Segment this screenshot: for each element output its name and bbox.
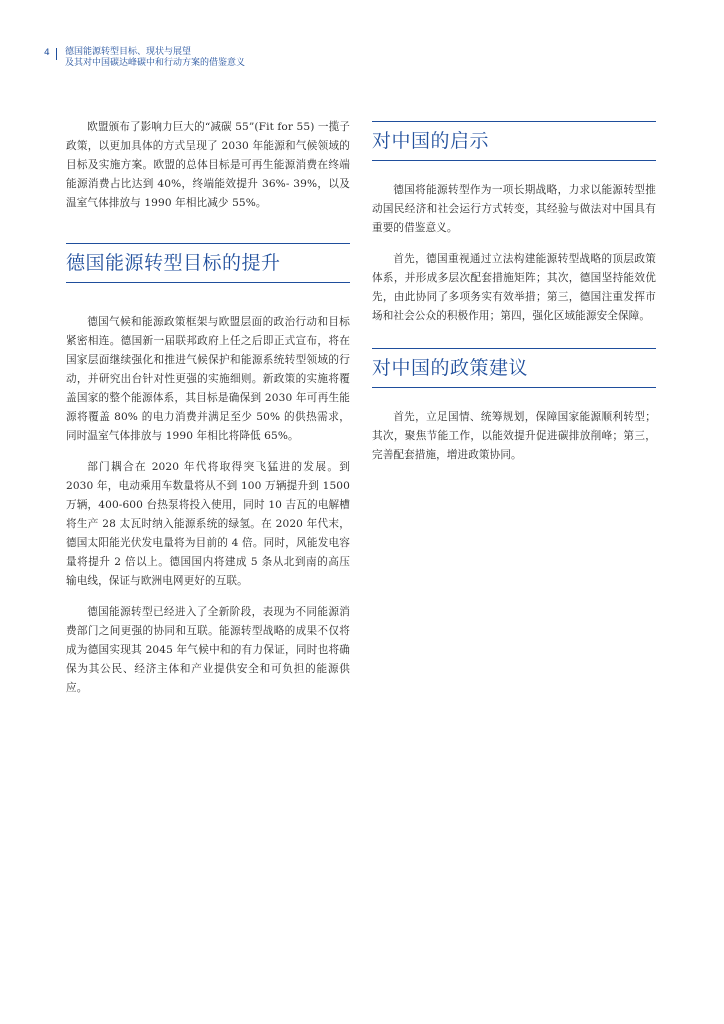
section-header-implications <box>372 121 656 161</box>
header-divider <box>56 48 57 60</box>
section-title-recommendations: 对中国的政策建议 <box>372 357 529 379</box>
body-paragraph: 首先，德国重视通过立法构建能源转型战略的顶层政策体系，并形成多层次配套措施矩阵；其次，德国坚持能效优先，由此协同了多项务实有效举措；第三，德国注重发挥市场和社会公众的积极作用；第四，强化区域能源安全保障。 <box>372 253 656 322</box>
body-paragraph: 德国气候和能源政策框架与欧盟层面的政治行动和目标紧密相连。德国新一届联邦政府上任之后即正式宣布，将在国家层面继续强化和推进气候保护和能源系统转型领域的行动，并研究出台针对性更强的实施细则。新政策的实施将覆盖国家的整个能源体系，其目标是确保到 2030 年可再生能源将覆盖 80% 的电力消费并满足至少 50% 的供热需求，同时温室气体排放与 1990 年相比将降低 65%。 <box>66 316 350 442</box>
report-title-line1: 德国能源转型目标、现状与展望 <box>65 47 192 57</box>
section-header-targets <box>66 243 350 283</box>
section-title-targets: 德国能源转型目标的提升 <box>66 252 281 274</box>
body-paragraph: 部门耦合在 2020 年代将取得突飞猛进的发展。到 2030 年，电动乘用车数量将从不到 100 万辆提升到 1500 万辆，400-600 台热泵将投入使用，同时 10 吉瓦的电解槽将生产 28 太瓦时纳入能源系统的绿氢。在 2020 年代末，德国太阳能光伏发电量将为目前的 4 倍。同时，风能发电容量将提升 2 倍以上。德国国内将建成 5 条从北到南的高压输电线，保证与欧洲电网更好的互联。 <box>66 461 350 587</box>
intro-paragraph: 欧盟颁布了影响力巨大的“减碳 55”(Fit for 55) 一揽子政策，以更加具体的方式呈现了 2030 年能源和气候领域的目标及实施方案。欧盟的总体目标是可再生能源消费在终端能源消费占比达到 40%，终端能效提升 36%- 39%，以及温室气体排放与 1990 年相比减少 55%。 <box>66 121 350 209</box>
page-number: 4 <box>44 48 50 58</box>
body-paragraph: 德国能源转型已经进入了全新阶段，表现为不同能源消费部门之间更强的协同和互联。能源转型战略的成果不仅将成为德国实现其 2045 年气候中和的有力保证，同时也将确保为其公民、经济主体和产业提供安全和可负担的能源供应。 <box>66 606 350 694</box>
body-paragraph: 首先，立足国情、统筹规划，保障国家能源顺利转型；其次，聚焦节能工作，以能效提升促进碳排放削峰；第三，完善配套措施，增进政策协同。 <box>372 411 656 461</box>
section-header-recommendations <box>372 348 656 388</box>
report-title-line2: 及其对中国碳达峰碳中和行动方案的借鉴意义 <box>65 58 246 68</box>
body-paragraph: 德国将能源转型作为一项长期战略，力求以能源转型推动国民经济和社会运行方式转变，其经验与做法对中国具有重要的借鉴意义。 <box>372 184 656 234</box>
left-column <box>66 118 350 698</box>
right-column <box>372 118 656 465</box>
running-header <box>44 47 245 79</box>
section-title-implications: 对中国的启示 <box>372 130 490 152</box>
report-title <box>65 47 245 69</box>
